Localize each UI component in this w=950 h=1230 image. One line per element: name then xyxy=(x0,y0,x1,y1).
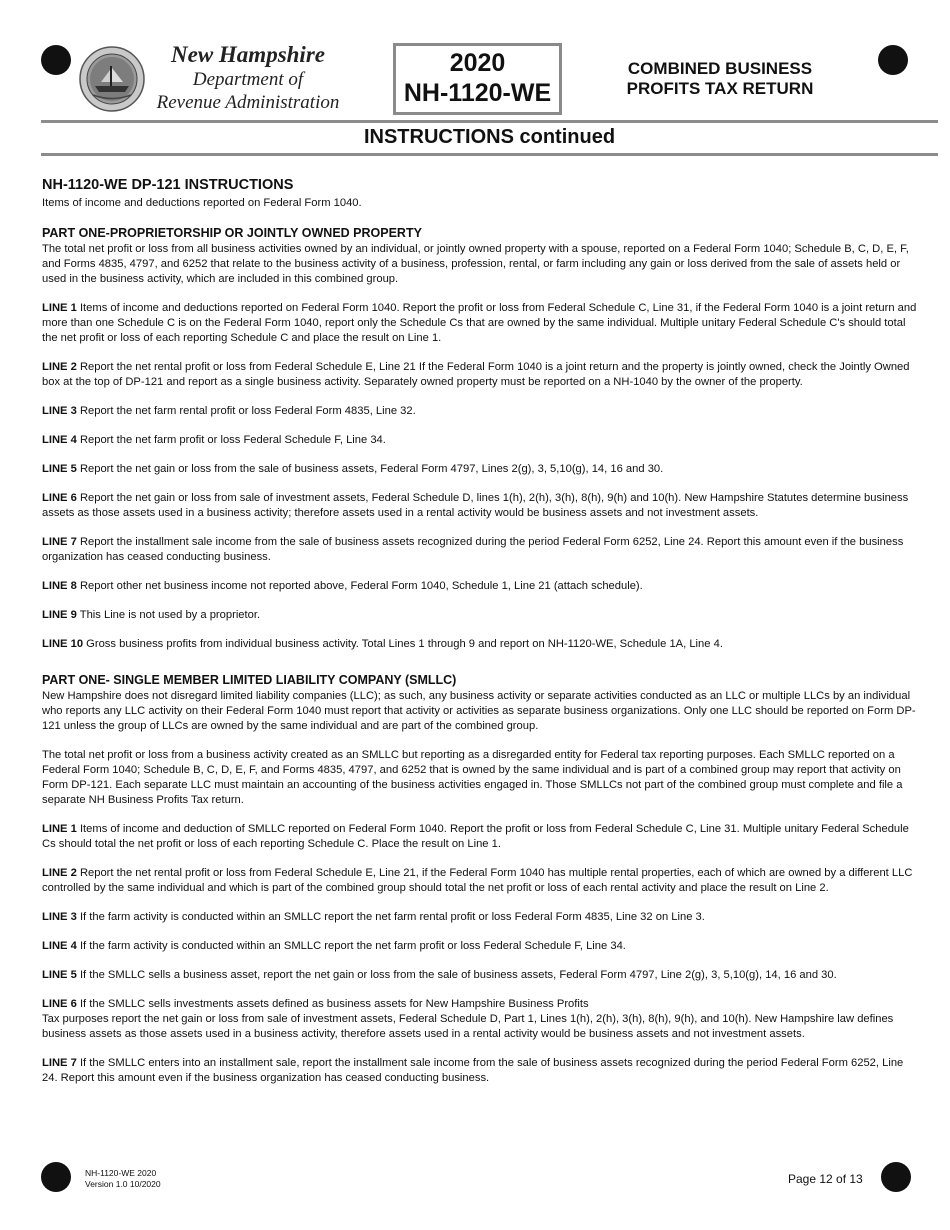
line-label: LINE 10 xyxy=(42,638,84,650)
footer-form-info xyxy=(85,1168,161,1190)
page-banner: INSTRUCTIONS continued xyxy=(363,126,616,148)
instruction-line xyxy=(42,404,920,419)
line-label: LINE 8 xyxy=(42,580,77,592)
line-text: Report the net farm rental profit or loss Federal Form 4835, Line 32. xyxy=(79,405,416,417)
line-label: LINE 6 xyxy=(42,998,77,1010)
section-title: NH-1120-WE DP-121 INSTRUCTIONS xyxy=(42,177,294,193)
instruction-line xyxy=(42,866,920,896)
line-label: LINE 3 xyxy=(42,405,77,417)
registration-mark-bottom-left xyxy=(41,1162,71,1192)
registration-mark-top-left xyxy=(41,45,71,75)
instruction-line xyxy=(42,491,920,521)
page-number: Page 12 of 13 xyxy=(788,1172,863,1186)
header-rule-top xyxy=(41,120,938,123)
line-text: Report the net rental profit or loss from Federal Schedule E, Line 21 If the Federal Form 1040 is a joint return and the property is jointly owned, check the Jointly Owned box at the top of DP-121 and report as a single business activity. Separately owned property must be reported on a NH-1040 by the owner of the property. xyxy=(42,361,910,388)
line-label: LINE 6 xyxy=(42,492,77,504)
line-label: LINE 1 xyxy=(42,823,77,835)
line-label: LINE 4 xyxy=(42,434,77,446)
line-text: Gross business profits from individual business activity. Total Lines 1 through 9 and report on NH-1120-WE, Schedule 1A, Line 4. xyxy=(86,638,723,650)
section-intro: Items of income and deductions reported on Federal Form 1040. xyxy=(42,197,362,209)
line-label: LINE 7 xyxy=(42,536,77,548)
instruction-line xyxy=(42,579,920,594)
department-name xyxy=(140,42,356,114)
form-title-line-2: PROFITS TAX RETURN xyxy=(626,79,814,98)
instruction-line xyxy=(42,608,920,623)
instruction-line xyxy=(42,968,920,983)
line-text: If the SMLLC sells investments assets defined as business assets for New Hampshire Business Profits xyxy=(79,998,589,1010)
instruction-line xyxy=(42,462,920,477)
part2-intro-1: New Hampshire does not disregard limited liability companies (LLC); as such, any business activity or separate activities conducted as an LLC or multiple LLCs by an individual who reports any LLC activity on their Federal Form 1040 must report that activity or activities as separate business organizations. Only one LLC should be reported on Form DP-121 unless the group of LLCs are owned by the same individual and are part of the combined group. xyxy=(42,690,916,732)
line-label: LINE 3 xyxy=(42,911,77,923)
instruction-line xyxy=(42,301,920,346)
registration-mark-bottom-right xyxy=(881,1162,911,1192)
state-seal-icon xyxy=(79,46,145,112)
instruction-line-7 xyxy=(42,1056,920,1086)
instruction-line xyxy=(42,535,920,565)
line-label: LINE 4 xyxy=(42,940,77,952)
line-text: This Line is not used by a proprietor. xyxy=(79,609,261,621)
form-year: 2020 xyxy=(449,49,506,77)
dept-line-2: Department of xyxy=(192,69,304,90)
form-title-line-1: COMBINED BUSINESS xyxy=(627,59,813,78)
footer-form-id: NH-1120-WE 2020 xyxy=(85,1168,157,1178)
line-text: If the farm activity is conducted within an SMLLC report the net farm profit or loss Federal Schedule F, Line 34. xyxy=(79,940,626,952)
instruction-line xyxy=(42,939,920,954)
instruction-line xyxy=(42,822,920,852)
part2-intro-2: The total net profit or loss from a business activity created as an SMLLC but reporting as a disregarded entity for Federal tax reporting purposes. Each SMLLC reported on a Federal Form 1040; Schedule B, C, D, E, F, and Forms 4835, 4797, and 6252 that is owned by the same individual and is part of a combined group may report that activity on Form DP-121. Each separate LLC must maintain an accounting of the business activities engaged in. Those SMLLCs not part of the combined group must complete and file a separate NH Business Profits Tax return. xyxy=(42,749,903,806)
instructions-body xyxy=(42,176,920,1100)
line-label: LINE 2 xyxy=(42,867,77,879)
dept-line-3: Revenue Administration xyxy=(156,92,340,113)
instruction-line xyxy=(42,637,920,652)
line-label: LINE 9 xyxy=(42,609,77,621)
footer-version: Version 1.0 10/2020 xyxy=(85,1179,161,1189)
line-text: Items of income and deduction of SMLLC reported on Federal Form 1040. Report the profit or loss from Federal Schedule C, Line 31. Multiple unitary Federal Schedule Cs should total the net profit or loss of each reporting Schedule C. Place the result on Line 1. xyxy=(42,823,909,850)
registration-mark-top-right xyxy=(878,45,908,75)
line-text: Report the net rental profit or loss from Federal Schedule E, Line 21, if the Federal Form 1040 has multiple rental properties, each of which are owned by a different LLC controlled by the same individual and which is part of the combined group should total the net profit or loss of each rental activity and place the result on Line 2. xyxy=(42,867,913,894)
form-id-box xyxy=(393,43,562,115)
instruction-line-6 xyxy=(42,997,920,1012)
line-text: Items of income and deductions reported on Federal Form 1040. Report the profit or loss from Federal Schedule C, Line 31, if the Federal Form 1040 is a joint return and more than one Schedule C is on the Federal Form 1040, report only the Schedule Cs that are owned by the same individual. Multiple unitary Federal Schedule C's should total the net profit or loss of each reporting Schedule C and place the result on Line 1. xyxy=(42,302,917,344)
line-text: Report the net gain or loss from sale of investment assets, Federal Schedule D, lines 1(h), 2(h), 3(h), 8(h), 9(h) and 10(h). New Hampshire Statutes determine business assets as those assets used in a business activity; therefore assets used in a rental activity would be business assets and not investment assets. xyxy=(42,492,909,519)
line-text: Report other net business income not reported above, Federal Form 1040, Schedule 1, Line 21 (attach schedule). xyxy=(79,580,643,592)
line-label: LINE 5 xyxy=(42,969,77,981)
line-label: LINE 5 xyxy=(42,463,77,475)
instruction-line xyxy=(42,433,920,448)
form-number: NH-1120-WE xyxy=(403,79,552,107)
line-text: Report the net farm profit or loss Federal Schedule F, Line 34. xyxy=(79,434,386,446)
line-label: LINE 2 xyxy=(42,361,77,373)
header-rule-bottom xyxy=(41,153,938,156)
instruction-line xyxy=(42,360,920,390)
part2-heading: PART ONE- SINGLE MEMBER LIMITED LIABILITY COMPANY (SMLLC) xyxy=(42,673,457,687)
instruction-line-6-continued: Tax purposes report the net gain or loss from sale of investment assets, Federal Schedule D, Part 1, Lines 1(h), 2(h), 3(h), 8(h), 9(h), and 10(h). New Hampshire law defines business assets as those assets used in a business activity, therefore assets used in a rental activity would be business assets and not investment assets. xyxy=(42,1013,894,1040)
instruction-line xyxy=(42,910,920,925)
line-text: If the SMLLC sells a business asset, report the net gain or loss from the sale of business assets, Federal Form 4797, Line 2(g), 3, 5,10(g), 14, 16 and 30. xyxy=(79,969,837,981)
line-text: If the SMLLC enters into an installment sale, report the installment sale income from the sale of business assets recognized during the period Federal Form 6252, Line 24. Report this amount even if the business organization has ceased conducting business. xyxy=(42,1057,904,1084)
line-text: Report the installment sale income from the sale of business assets recognized during the period Federal Form 6252, Line 24. Report this amount even if the business organization has ceased conducting business. xyxy=(42,536,904,563)
line-label: LINE 1 xyxy=(42,302,77,314)
dept-line-1: New Hampshire xyxy=(171,42,325,67)
line-text: If the farm activity is conducted within an SMLLC report the net farm rental profit or loss Federal Form 4835, Line 32 on Line 3. xyxy=(79,911,705,923)
part1-heading: PART ONE-PROPRIETORSHIP OR JOINTLY OWNED PROPERTY xyxy=(42,226,422,240)
line-label: LINE 7 xyxy=(42,1057,77,1069)
part1-intro: The total net profit or loss from all business activities owned by an individual, or jointly owned property with a spouse, reported on a Federal Form 1040; Schedule B, C, D, E, F, and Forms 4835, 4797, and 6252 that relate to the business activity of a business, profession, rental, or farm including any gain or loss derived from the sale of assets held or used in the business activity, which are included in this combined group. xyxy=(42,243,909,285)
form-title xyxy=(600,59,840,99)
line-text: Report the net gain or loss from the sale of business assets, Federal Form 4797, Lines 2(g), 3, 5,10(g), 14, 16 and 30. xyxy=(79,463,664,475)
